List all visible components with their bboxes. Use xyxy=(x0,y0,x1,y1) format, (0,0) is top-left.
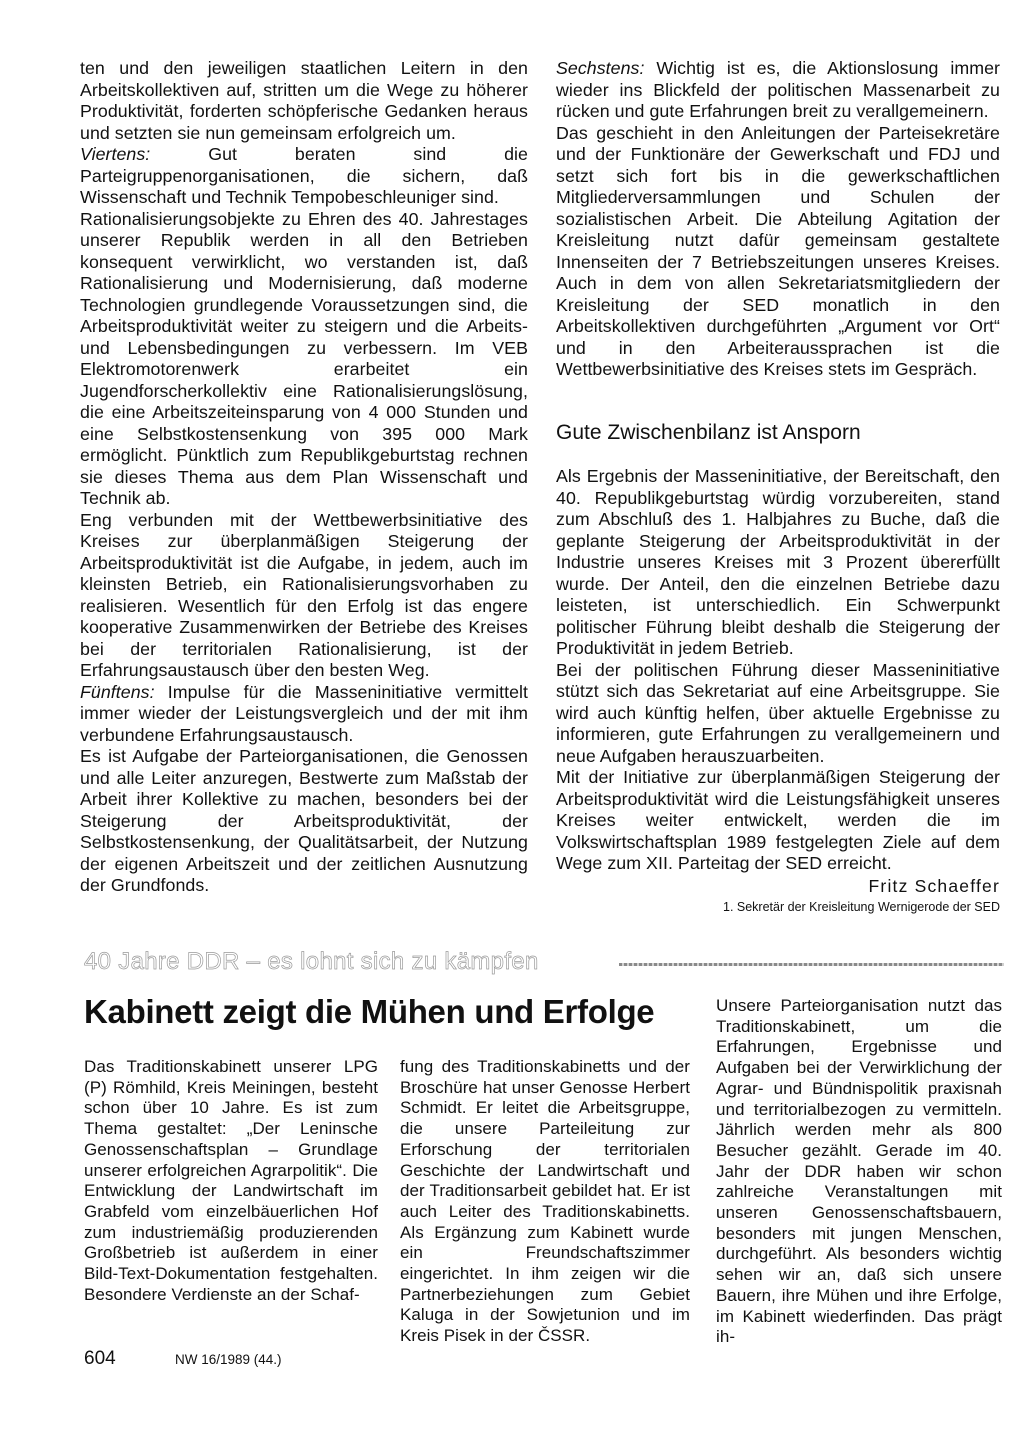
enumeration-lead: Fünftens: xyxy=(80,681,155,702)
series-banner xyxy=(84,948,1004,978)
article-column-2 xyxy=(400,1057,690,1347)
article-column-1 xyxy=(84,1057,378,1305)
issue-reference: NW 16/1989 (44.) xyxy=(175,1352,282,1367)
paragraph: ten und den jeweiligen staatlichen Leitern in den Arbeitskollektiven auf, stritten um die Wege zu höherer Produktivität, forderten schöpferische Gedanken heraus und setzten sie nun gemeinsam erfolgreich um. xyxy=(80,58,528,143)
series-title: 40 Jahre DDR – es lohnt sich zu kämpfen xyxy=(84,948,539,975)
paragraph-text: Impulse für die Masseninitiative vermittelt immer wieder der Leistungsvergleich und der mit ihm verbundene Erfahrungsaustausch. xyxy=(80,681,528,745)
paragraph: Eng verbunden mit der Wettbewerbsinitiative des Kreises zur überplanmäßigen Steigerung der Arbeitsproduktivität ist die Aufgabe, in jedem, auch im kleinsten Betrieb, ein Rationalisierungsvorhaben zu realisieren. Wesentlich für den Erfolg ist das engere kooperative Zusammenwirken der Betriebe des Kreises bei der territorialen Rationalisierung, ist der Erfahrungsaustausch über den besten Weg. xyxy=(80,509,528,680)
paragraph-text: Wichtig ist es, die Aktionslosung immer wieder ins Blickfeld der politischen Massenarbeit zu rücken und gute Erfahrungen breit zu verallgemeinern. xyxy=(556,58,1000,121)
decorative-rule xyxy=(619,963,1004,966)
enumeration-lead: Viertens: xyxy=(80,144,151,164)
paragraph: Das Traditionskabinett unserer LPG (P) Römhild, Kreis Meiningen, besteht schon über 10 Jahre. Es ist zum Thema gestaltet: „Der Leninsche Genossenschaftsplan – Grundlage unserer erfolgreichen Agrarpolitik“. Die Entwicklung der Landwirtschaft im Grabfeld vom einzelbäuerlichen Hof zum industriemäßig produzierenden Großbetrieb ist außerdem in einer Bild-Text-Dokumentation festgehalten. Besondere Verdienste an der Schaf- xyxy=(84,1057,378,1304)
article-column-right-continued xyxy=(556,466,1000,875)
article-title: Kabinett zeigt die Mühen und Erfolge xyxy=(84,993,655,1030)
paragraph: Unsere Parteiorganisation nutzt das Traditionskabinett, um die Erfahrungen, Ergebnisse und Aufgaben bei der Verwirklichung der Agrar- und Bündnispolitik praxisnah und territorialbezogen zu vermitteln. Jährlich werden mehr als 800 Besucher gezählt. Gerade im 40. Jahr der DDR haben wir schon zahlreiche Veranstaltungen mit unseren Genossenschaftsbauern, besonders mit jungen Menschen, durchgeführt. Als besonders wichtig sehen wir an, daß sich unsere Bauern, ihre Mühen und ihre Erfolge, im Kabinett wiederfinden. Das prägt ih- xyxy=(716,996,1002,1347)
paragraph: Rationalisierungsobjekte zu Ehren des 40. Jahrestages unserer Republik werden in all den Betrieben konsequent verwirklicht, wo verstanden ist, daß Rationalisierung und Modernisierung, daß moderne Technologien grundlegende Voraussetzungen sind, die Arbeitsproduktivität weiter zu steigern und die Arbeits- und Lebensbedingungen zu verbessern. Im VEB Elektromotorenwerk erarbeitet ein Jugendforscherkollektiv eine Rationalisierungslösung, die eine Arbeitszeiteinsparung von 4 000 Stunden und eine Selbstkostensenkung von 395 000 Mark ermöglicht. Pünktlich zum Republikgeburtstag rechnen sie dieses Thema aus dem Plan Wissenschaft und Technik ab. xyxy=(80,208,528,508)
paragraph: Das geschieht in den Anleitungen der Parteisekretäre und der Funktionäre der Gewerkschaft und FDJ und setzt sich fort bis in die gewerkschaftlichen Mitgliederversammlungen und Schulen der sozialistischen Arbeit. Die Abteilung Agitation der Kreisleitung nutzt dafür gemeinsam gestaltete Innenseiten der 7 Betriebszeitungen unseres Kreises. Auch in dem von allen Sekretariatsmitgliedern der Kreisleitung der SED monatlich in den Arbeitskollektiven durchgeführten „Argument vor Ort“ und in den Arbeiteraussprachen ist die Wettbewerbsinitiative des Kreises stets im Gespräch. xyxy=(556,122,1000,379)
paragraph: Mit der Initiative zur überplanmäßigen Steigerung der Arbeitsproduktivität wird die Leistungsfähigkeit unseres Kreises weiter entwickelt, werden die im Volkswirtschaftsplan 1989 festgelegten Ziele auf dem Wege zum XII. Parteitag der SED erreicht. xyxy=(556,767,1000,873)
paragraph xyxy=(556,58,1000,123)
article-column-right xyxy=(556,58,1000,381)
paragraph: Als Ergebnis der Masseninitiative, der Bereitschaft, den 40. Republikgeburtstag würdig vorzubereiten, stand zum Abschluß des 1. Halbjahres zu Buche, daß die geplante Steigerung der Arbeitsproduktivität in der Industrie unseres Kreises mit 3 Prozent übererfüllt wurde. Der Anteil, den die einzelnen Betriebe dazu leisteten, ist unterschiedlich. Ein Schwerpunkt politischer Führung bleibt deshalb die Steigerung der Produktivität in jedem Betrieb. xyxy=(556,466,1000,658)
paragraph: Es ist Aufgabe der Parteiorganisationen, die Genossen und alle Leiter anzuregen, Bestwerte zum Maßstab der Arbeit ihrer Kollektive zu machen, besonders bei der Steigerung der Arbeitsproduktivität, der Selbstkostensenkung, der Qualitätsarbeit, der Nutzung der eigenen Arbeitszeit und der zeitlichen Ausnutzung der Grundfonds. xyxy=(80,746,528,895)
paragraph: fung des Traditionskabinetts und der Broschüre hat unser Genosse Herbert Schmidt. Er leitet die Arbeitsgruppe, die unsere Parteileitung zur Erforschung der territorialen Geschichte der Landwirtschaft und der Traditionsarbeit gebildet hat. Er ist auch Leiter des Traditionskabinetts. Als Ergänzung zum Kabinett wurde ein Freundschaftszimmer eingerichtet. In ihm zeigen wir die Partnerbeziehungen zum Gebiet Kaluga in der Sowjetunion und im Kreis Pisek in der ČSSR. xyxy=(400,1057,690,1346)
paragraph: Bei der politischen Führung dieser Masseninitiative stützt sich das Sekretariat auf eine Arbeitsgruppe. Sie wird auch künftig helfen, über aktuelle Ergebnisse zu informieren, gute Erfahrungen zu verallgemeinern und neue Aufgaben herauszuarbeiten. xyxy=(556,659,1000,766)
paragraph xyxy=(80,682,528,747)
page-number: 604 xyxy=(84,1348,116,1369)
author-name: Fritz Schaeffer xyxy=(868,876,1000,896)
article-column-left xyxy=(80,58,528,897)
author-role: 1. Sekretär der Kreisleitung Wernigerode der SED xyxy=(723,900,1000,914)
paragraph-text: Gut beraten sind die Parteigruppenorganisationen, die sichern, daß Wissenschaft und Technik Tempobeschleuniger sind. xyxy=(80,144,528,207)
paragraph xyxy=(80,144,528,209)
enumeration-lead: Sechstens: xyxy=(556,58,645,78)
article-column-3 xyxy=(716,996,1002,1348)
section-subheading: Gute Zwischenbilanz ist Ansporn xyxy=(556,421,861,444)
